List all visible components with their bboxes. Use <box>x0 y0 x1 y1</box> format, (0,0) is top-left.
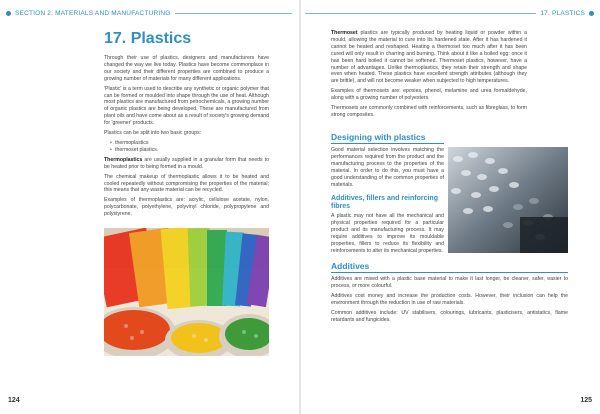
right-running-header <box>305 8 594 18</box>
designing-heading: Designing with plastics <box>331 132 426 142</box>
list-item: • thermoset plastics. <box>110 147 269 154</box>
plastic-definition-paragraph: 'Plastic' is a term used to describe any synthetic or organic polymer that can be formed or moulded into shape through the use of heat. Although most plastics are manufactured from petrochemicals, a growing number of organic plastics are being developed. These are manufactured from plant oils and have come about as a result of society's growing demand for 'greener' products. <box>104 85 269 127</box>
plastic-pellets-illustration <box>448 147 568 253</box>
intro-paragraph: Through their use of plastics, designers and manufacturers have changed the way we live today. Plastics have become commonplace in our society and their different properties are combined to produce a growing number of materials for many different applications. <box>104 55 269 82</box>
additives-fillers-heading: Additives, fillers and reinforcing fibres <box>331 195 438 210</box>
header-dot-icon <box>6 11 11 16</box>
header-rule <box>305 13 536 14</box>
designing-column <box>331 147 444 191</box>
left-running-header <box>6 8 292 18</box>
additives-heading-rule <box>331 272 568 273</box>
colorful-plastic-samples-photo <box>104 228 269 356</box>
chapter-title: 17. Plastics <box>104 30 192 47</box>
thermoset-examples-paragraph: Examples of thermosets are: epoxies, phenol, melamine and urea formaldehyde, along with a growing number of polyesters. <box>331 88 527 102</box>
chapter-header-text: 17. PLASTICS <box>540 9 585 17</box>
left-page-number: 124 <box>8 397 20 404</box>
additives-fillers-paragraph: A plastic may not have all the mechanical and physical properties required for a particular product and its manufacturing process. It may require additives to improve its mouldable properties, fillers to reduce its flexibility and reinforcements to alter its mechanical properties. <box>331 213 444 254</box>
list-item: • thermoplastics <box>110 140 269 147</box>
additives-column <box>331 276 568 326</box>
additives-paragraph-3: Common additives include: UV stabilisers, colourings, lubricants, plasticisers, antistatics, flame retardants and fungicides. <box>331 309 568 323</box>
additives-fillers-column <box>331 213 444 257</box>
designing-paragraph: Good material selection involves matching the performances required from the product and the manufacturing process to the properties of the material. In order to do this, you must have a good understanding of the common properties of materials. <box>331 147 444 188</box>
designing-heading-rule <box>331 143 444 144</box>
left-page <box>0 0 299 414</box>
additives-paragraph-2: Additives cost money and increase the production costs. However, their inclusion can help the environment through the reduction in use of raw materials. <box>331 292 568 306</box>
header-rule <box>175 13 292 14</box>
thermoplastics-paragraph <box>104 157 269 171</box>
right-page <box>301 0 600 414</box>
section-header-text: SECTION 2: MATERIALS AND MANUFACTURING <box>15 9 171 17</box>
reinforcements-paragraph: Thermosets are commonly combined with reinforcements, such as fibreglass, to form strong composites. <box>331 105 527 118</box>
plastic-samples-illustration <box>104 228 269 356</box>
thermoplastic-examples-paragraph: Examples of thermoplastics are: acrylic, cellulose acetate, nylon, polycarbonate, polyethylene, polyvinyl chloride, polypropylene and polystyrene. <box>104 197 269 218</box>
groups-intro: Plastics can be split into two basic groups: <box>104 130 202 137</box>
chemical-makeup-paragraph: The chemical makeup of thermoplastic allows it to be heated and cooled repeatedly without compromising the properties of the material; this means that any waste material can be recycled. <box>104 173 269 194</box>
header-dot-icon <box>589 11 594 16</box>
plastic-pellets-photo <box>448 147 568 253</box>
right-page-number: 125 <box>580 397 592 404</box>
thermoset-text: plastics are typically produced by heating liquid or powder within a mould, allowing the material to cure into its hardened state. After it has hardened it cannot be heated and reshaped. Heating a thermoset too much after it has been cured will only result in charring and burning. Think about it like a boiled egg: once it has been hard boiled it cannot be softened. Thermoset plastics, however, have a number of advantages. Unlike thermoplastics, they retain their strength and shape even when heated. These plastics have excellent strength attributes (although they are brittle), and will not become weaker when subjected to high temperatures. <box>331 30 527 85</box>
thermoplastics-text: are usually supplied in a granular form that needs to be heated prior to being formed in a mould. <box>104 156 269 170</box>
thermoset-term: Thermoset <box>331 30 358 36</box>
left-text-column <box>104 55 269 221</box>
thermoset-column <box>331 30 527 122</box>
thermoset-paragraph <box>331 30 527 85</box>
additives-heading: Additives <box>331 261 370 271</box>
additives-paragraph-1: Additives are mixed with a plastic base material to make it last longer, be cleaner, safer, easier to process, or more colourful. <box>331 276 568 289</box>
thermoplastics-term: Thermoplastics <box>104 156 143 163</box>
groups-list <box>104 140 269 154</box>
